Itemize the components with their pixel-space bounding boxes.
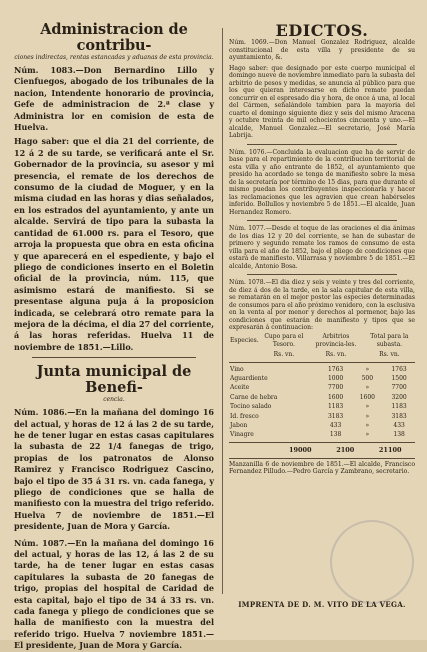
total-arbitrios: 2100 — [336, 445, 355, 454]
total-cupo: 19000 — [288, 445, 312, 454]
cell-value: 1600 — [359, 393, 375, 401]
column-divider — [222, 28, 223, 594]
item-name: Vino — [230, 365, 244, 373]
cell-value: 1500 — [391, 374, 407, 382]
cell-value: 3200 — [391, 393, 407, 401]
unit-label: Rs. vn. — [379, 350, 400, 358]
table-rule — [229, 458, 415, 459]
total-subasta: 21100 — [378, 445, 402, 454]
table-rule — [229, 442, 415, 443]
table-row — [229, 412, 415, 421]
cell-value: 433 — [393, 421, 405, 429]
notice-1087: Núm. 1087.—En la mañana del domingo 16 del actual, y horas de las 12, á las 2 de su tarde, ha de tener lugar en estas casas capitulares la subasta de 20 fanegas de trigo, propias del hospital de Caridad de esta capital, bajo el tipo de 34 á 33 rs. vn. cada fanega y pliego de condiciones que se halla de manifiesto con la muestra del referido trigo. Huelva 7 noviembre 1851.—El presidente, Juan de Mora y García. — [14, 537, 214, 651]
item-name: Tocino salado — [230, 403, 272, 411]
table-row — [229, 374, 415, 383]
consumos-table-header — [229, 332, 415, 360]
separator — [32, 357, 196, 358]
cell-value: 1763 — [327, 365, 344, 373]
header-cupo: Cupo para el Tesoro. — [264, 332, 304, 348]
cell-value: 433 — [329, 421, 342, 429]
item-name: Carne de hebra — [230, 393, 278, 401]
table-row — [229, 421, 415, 430]
left-column — [14, 22, 214, 652]
cell-value: 7700 — [327, 384, 344, 392]
cell-value: » — [365, 421, 370, 429]
cell-value: 7700 — [391, 384, 407, 392]
header-especies: Especies. — [230, 336, 259, 344]
cell-value: 3183 — [327, 412, 344, 420]
item-name: Aguardiente — [230, 374, 268, 382]
consumos-table — [229, 365, 415, 440]
notice-1083-body: Hago saber: que el dia 21 del corriente, de 12 á 2 de su tarde, se verificará ante el Sr. Gobernador de la provincia, su asesor y mi presencia, el remate de los derechos de consumo de la ciudad de Moguer, y en la misma ciudad en las horas y dias señalados, en los estrados del ayuntamiento, y ante un alcalde. Servirá de tipo para la subasta la cantidad de 61.000 rs. para el Tesoro, que arroja la propuesta que obra en esta oficina y que aparecerá en el espediente, y bajo el pliego de condiciones inserto en el Boletin oficial de la provincia, núm. 115, que asimismo estará de manifiesto. Si se presentase alguna puja á la proposicion indicada, se celebrará otro remate para la mejora de la décima, el dia 27 del corriente, á las horas referidas. Huelva 11 de noviembre de 1851.—Lillo. — [14, 136, 214, 352]
notice-1076: Núm. 1076.—Concluida la evaluacion que ha de servir de base para el repartimiento de la contribucion territorial de esta villa y año entrante de 1852, el ayuntamiento que presido ha acordado se tenga de manifiesto sobre la mesa de la secretaría por término de 15 dias, para que durante el mismo puedan los contribuyentes inspeccionarla y hacer las reclamaciones que les agravien que crean habérseles inferido. Bollullos y noviembre 5 de 1851.—El alcalde, Juan Hernandez Romero. — [229, 148, 415, 216]
cell-value: 138 — [329, 431, 342, 439]
item-name: Id. fresco — [230, 412, 259, 420]
cell-value: 1600 — [327, 393, 344, 401]
notice-1086: Núm. 1086.—En la mañana del domingo 16 del actual, y horas de 12 á las 2 de su tarde, he de tener lugar en estas casas capitulares la subasta de 22 1/4 fanegas de trigo, propias de los patronatos de Alonso Ramirez y Francisco Rodriguez Cascino, bajo el tipo de 35 á 31 rs. vn. cada fanega, y pliego de condiciones que se halla de manifiesto con la muestra del trigo referido. Huelva 7 de noviembre de 1851.—El presidente, Juan de Mora y García. — [14, 407, 214, 532]
library-stamp-watermark — [330, 520, 414, 604]
cell-value: 1000 — [327, 374, 344, 382]
separator — [247, 144, 397, 145]
cell-value: » — [365, 403, 370, 411]
cell-value: » — [365, 365, 370, 373]
notice-1078-closing: Manzanilla 6 de noviembre de 1851.—El alcalde, Francisco Fernandez Pilludo.—Pedro García y Zambrano, secretario. — [229, 460, 415, 476]
notice-1069-intro: Núm. 1069.—Don Manuel Gonzalez Rodriguez, alcalde constitucional de esta villa y presidente de su ayuntamiento, &. — [229, 39, 415, 61]
item-name: Aceite — [230, 384, 250, 392]
cell-value: » — [365, 431, 370, 439]
item-name: Vinagre — [230, 431, 254, 439]
cell-value: 1183 — [391, 403, 407, 411]
notice-1083-intro: Núm. 1083.—Don Bernardino Lillo y Cienfuegos, abogado de los tribunales de la nacion, Intendente honorario de provincia, Gefe de administracion de 2.ª clase y Administra lor en comision de esta de Huelva. — [14, 65, 214, 133]
cell-value: 3183 — [391, 412, 407, 420]
unit-label: Rs. vn. — [273, 350, 295, 358]
junta-heading: Junta municipal de Benefi- — [36, 363, 192, 397]
separator — [247, 220, 397, 221]
administracion-heading: Administracion de contribu- — [40, 21, 188, 54]
separator — [247, 274, 397, 275]
notice-1078: Núm. 1078.—El dia diez y seis y veinte y tres del corriente, de diez á dos de la tarde, en la sala capitular de esta villa, se rematarán en el mejor postor las especies determinadas de consumos para el año próximo venidero, con la esclusiva en la venta al por menor y derechos al pormenor, bajo las condiciones que estarán de manifiesto y tipos que se expresarán á continuacion: — [229, 279, 415, 331]
printer-imprint: IMPRENTA DE D. M. VITO DE LA VEGA. — [238, 600, 406, 609]
table-row — [229, 402, 415, 411]
table-row — [229, 393, 415, 402]
administracion-subheading: ciones indirectas, rentas estancadas y aduanas de esta provincia. — [14, 54, 214, 61]
table-totals — [229, 445, 415, 456]
right-column — [229, 22, 415, 476]
cell-value: 500 — [361, 374, 374, 382]
cell-value: 138 — [393, 431, 405, 439]
table-row — [229, 365, 415, 374]
unit-label: Rs. vn. — [325, 350, 347, 358]
cell-value: » — [365, 412, 370, 420]
header-arbitrios: Arbitrios provincia-les. — [315, 332, 357, 348]
cell-value: 1763 — [391, 365, 407, 373]
table-row — [229, 383, 415, 392]
table-row — [229, 430, 415, 439]
cell-value: 1183 — [327, 403, 344, 411]
cell-value: » — [365, 384, 370, 392]
header-total: Total para la subasta. — [370, 332, 409, 348]
table-rule — [229, 362, 415, 363]
edictos-heading: EDICTOS. — [275, 21, 369, 40]
notice-1069-body: Hago saber: que designado por este cuerpo municipal el domingo nueve de noviembre inmediato para la subasta del arbitrio de pesos y medidas, se anuncia al público para que los que quieran interesarse en dicho remate puedan concurrir en el espresado dia y hora, de once á una, al local del Cármen, señalándole tambien para la mayoria del cuarto el domingo siguiente diez y seis del mismo Aracena y octubre treinta de mil ochocientos cincuenta y uno.—El alcalde, Manuel Gonzalez.—El secretario, José María Labrija. — [229, 64, 415, 139]
notice-1077: Núm. 1077.—Desde el toque de las oraciones el dia ánimas de los dias 12 y 20 del corriente, se han de subastar de primero y segundo remate los ramos de consumo de esta villa para el año de 1852, bajo el pliego de condiciones que estará de manifiesto. Villarrasa y noviembre 5 de 1851.—El alcalde, Antonio Bosa. — [229, 225, 415, 270]
junta-subheading: cencia. — [103, 396, 125, 404]
item-name: Jabon — [230, 421, 248, 429]
